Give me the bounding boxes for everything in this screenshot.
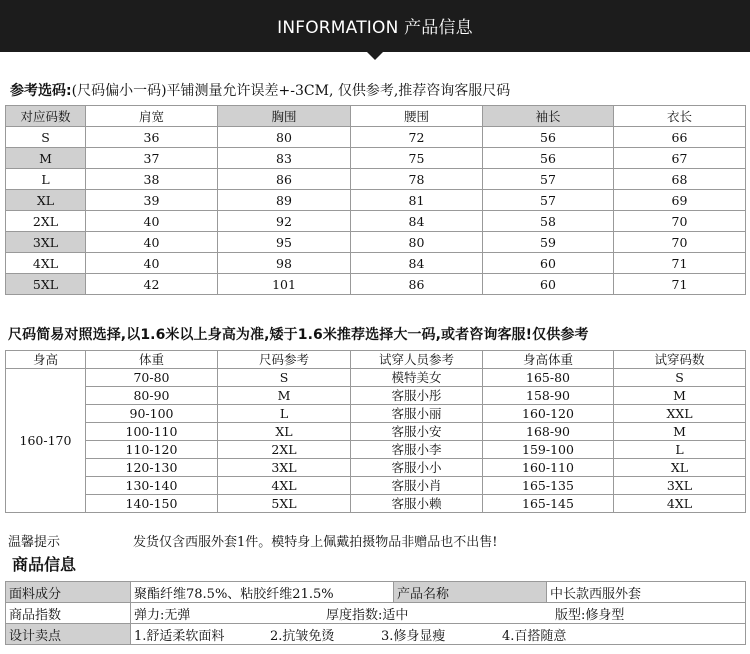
fit-value-cell: 5XL — [218, 495, 351, 513]
height-range-cell: 160-170 — [6, 369, 86, 513]
fit-value-cell: 3XL — [218, 459, 351, 477]
size-value-cell: 40 — [86, 253, 218, 274]
size-table-header — [6, 106, 746, 127]
size-value-cell: 39 — [86, 190, 218, 211]
banner-title: INFORMATION 产品信息 — [277, 18, 473, 38]
fit-header-cell: 试穿码数 — [614, 351, 746, 369]
size-table-row — [6, 232, 746, 253]
size-value-cell: 60 — [483, 274, 614, 295]
fit-value-cell: M — [614, 423, 746, 441]
index-values — [131, 603, 746, 624]
fit-header-cell: 体重 — [86, 351, 218, 369]
fit-table-row — [6, 423, 746, 441]
fit-type-value: 版型:修身型 — [555, 607, 625, 623]
size-value-cell: 72 — [351, 127, 483, 148]
fit-value-cell: 4XL — [218, 477, 351, 495]
fit-value-cell: 4XL — [614, 495, 746, 513]
size-value-cell: 84 — [351, 211, 483, 232]
design-points — [131, 624, 746, 645]
size-value-cell: 66 — [614, 127, 746, 148]
index-label: 商品指数 — [6, 603, 131, 624]
size-value-cell: 71 — [614, 253, 746, 274]
fit-value-cell: 140-150 — [86, 495, 218, 513]
size-code-cell: M — [6, 148, 86, 169]
size-value-cell: 42 — [86, 274, 218, 295]
fit-value-cell: XL — [614, 459, 746, 477]
size-value-cell: 58 — [483, 211, 614, 232]
product-info-title: 商品信息 — [12, 555, 77, 574]
fit-value-cell: 客服小李 — [351, 441, 483, 459]
design-point: 2.抗皱免烫 — [270, 628, 335, 644]
size-value-cell: 84 — [351, 253, 483, 274]
fit-table — [5, 350, 746, 513]
size-value-cell: 38 — [86, 169, 218, 190]
size-reference-line — [10, 80, 510, 100]
fit-header-cell: 尺码参考 — [218, 351, 351, 369]
info-row-fabric — [6, 582, 746, 603]
fit-value-cell: 90-100 — [86, 405, 218, 423]
size-header-cell: 袖长 — [483, 106, 614, 127]
fit-value-cell: 客服小赖 — [351, 495, 483, 513]
size-value-cell: 60 — [483, 253, 614, 274]
info-row-design — [6, 624, 746, 645]
size-value-cell: 95 — [218, 232, 351, 253]
size-value-cell: 70 — [614, 232, 746, 253]
design-label: 设计卖点 — [6, 624, 131, 645]
size-value-cell: 75 — [351, 148, 483, 169]
product-info-table — [5, 581, 746, 645]
fit-table-row — [6, 387, 746, 405]
fit-value-cell: M — [218, 387, 351, 405]
fit-value-cell: 120-130 — [86, 459, 218, 477]
design-point: 4.百搭随意 — [502, 628, 567, 644]
size-value-cell: 40 — [86, 211, 218, 232]
size-code-cell: S — [6, 127, 86, 148]
size-table-row — [6, 274, 746, 295]
size-value-cell: 80 — [351, 232, 483, 253]
fabric-label: 面料成分 — [6, 582, 131, 603]
size-value-cell: 98 — [218, 253, 351, 274]
size-value-cell: 37 — [86, 148, 218, 169]
fit-value-cell: M — [614, 387, 746, 405]
size-value-cell: 70 — [614, 211, 746, 232]
size-value-cell: 78 — [351, 169, 483, 190]
fit-value-cell: 165-145 — [483, 495, 614, 513]
size-code-cell: 3XL — [6, 232, 86, 253]
fit-value-cell: 客服小小 — [351, 459, 483, 477]
fit-value-cell: 165-80 — [483, 369, 614, 387]
header-banner — [0, 0, 750, 52]
size-value-cell: 86 — [218, 169, 351, 190]
size-value-cell: 89 — [218, 190, 351, 211]
fit-value-cell: 客服小安 — [351, 423, 483, 441]
size-value-cell: 59 — [483, 232, 614, 253]
size-reference-text: (尺码偏小一码)平铺测量允许误差+-3CM, 仅供参考,推荐咨询客服尺码 — [71, 83, 511, 99]
fit-table-row — [6, 495, 746, 513]
fit-note: 尺码简易对照选择,以1.6米以上身高为准,矮于1.6米推荐选择大一码,或者咨询客服!仅供参考 — [8, 327, 589, 343]
info-row-index — [6, 603, 746, 624]
size-table-row — [6, 148, 746, 169]
fit-value-cell: 客服小彤 — [351, 387, 483, 405]
fit-table-row — [6, 477, 746, 495]
size-table-row — [6, 190, 746, 211]
tip-text: 发货仅含西服外套1件。模特身上佩戴拍摄物品非赠品也不出售! — [133, 535, 498, 550]
fit-value-cell: 130-140 — [86, 477, 218, 495]
fit-value-cell: 客服小丽 — [351, 405, 483, 423]
fit-value-cell: 100-110 — [86, 423, 218, 441]
size-value-cell: 83 — [218, 148, 351, 169]
size-value-cell: 80 — [218, 127, 351, 148]
fabric-value: 聚酯纤维78.5%、粘胶纤维21.5% — [131, 582, 394, 603]
fit-table-row — [6, 369, 746, 387]
size-value-cell: 40 — [86, 232, 218, 253]
fit-value-cell: 2XL — [218, 441, 351, 459]
fit-header-cell: 身高体重 — [483, 351, 614, 369]
fit-value-cell: 3XL — [614, 477, 746, 495]
fit-value-cell: L — [614, 441, 746, 459]
product-name-label: 产品名称 — [394, 582, 547, 603]
size-code-cell: 4XL — [6, 253, 86, 274]
tip-label: 温馨提示 — [8, 535, 61, 550]
size-header-cell: 衣长 — [614, 106, 746, 127]
fit-table-header — [6, 351, 746, 369]
size-table-row — [6, 253, 746, 274]
fit-value-cell: XXL — [614, 405, 746, 423]
size-value-cell: 56 — [483, 127, 614, 148]
size-table — [5, 105, 746, 295]
size-reference-label: 参考选码: — [10, 83, 72, 99]
banner-notch — [367, 52, 383, 60]
fit-header-cell: 身高 — [6, 351, 86, 369]
size-value-cell: 56 — [483, 148, 614, 169]
product-name-value: 中长款西服外套 — [547, 582, 746, 603]
fit-value-cell: 160-120 — [483, 405, 614, 423]
size-header-cell: 胸围 — [218, 106, 351, 127]
size-value-cell: 86 — [351, 274, 483, 295]
size-value-cell: 81 — [351, 190, 483, 211]
fit-table-row — [6, 459, 746, 477]
fit-value-cell: S — [218, 369, 351, 387]
elasticity-value: 弹力:无弹 — [134, 607, 191, 623]
size-value-cell: 67 — [614, 148, 746, 169]
size-header-cell: 肩宽 — [86, 106, 218, 127]
size-code-cell: XL — [6, 190, 86, 211]
size-table-row — [6, 169, 746, 190]
fit-value-cell: 70-80 — [86, 369, 218, 387]
size-value-cell: 57 — [483, 169, 614, 190]
size-table-row — [6, 127, 746, 148]
fit-value-cell: 159-100 — [483, 441, 614, 459]
fit-value-cell: 160-110 — [483, 459, 614, 477]
fit-header-cell: 试穿人员参考 — [351, 351, 483, 369]
size-header-cell: 对应码数 — [6, 106, 86, 127]
thickness-value: 厚度指数:适中 — [326, 607, 409, 623]
size-code-cell: 2XL — [6, 211, 86, 232]
fit-table-row — [6, 405, 746, 423]
fit-value-cell: S — [614, 369, 746, 387]
fit-value-cell: 客服小肖 — [351, 477, 483, 495]
fit-value-cell: 165-135 — [483, 477, 614, 495]
size-value-cell: 68 — [614, 169, 746, 190]
size-code-cell: 5XL — [6, 274, 86, 295]
fit-value-cell: XL — [218, 423, 351, 441]
fit-value-cell: 110-120 — [86, 441, 218, 459]
size-value-cell: 92 — [218, 211, 351, 232]
fit-value-cell: 168-90 — [483, 423, 614, 441]
size-table-row — [6, 211, 746, 232]
fit-value-cell: 80-90 — [86, 387, 218, 405]
fit-value-cell: 158-90 — [483, 387, 614, 405]
size-header-cell: 腰围 — [351, 106, 483, 127]
size-value-cell: 69 — [614, 190, 746, 211]
fit-value-cell: 模特美女 — [351, 369, 483, 387]
size-value-cell: 36 — [86, 127, 218, 148]
size-value-cell: 57 — [483, 190, 614, 211]
design-point: 3.修身显瘦 — [381, 628, 446, 644]
size-value-cell: 71 — [614, 274, 746, 295]
size-code-cell: L — [6, 169, 86, 190]
design-point: 1.舒适柔软面料 — [134, 628, 225, 644]
size-value-cell: 101 — [218, 274, 351, 295]
fit-table-row — [6, 441, 746, 459]
fit-value-cell: L — [218, 405, 351, 423]
